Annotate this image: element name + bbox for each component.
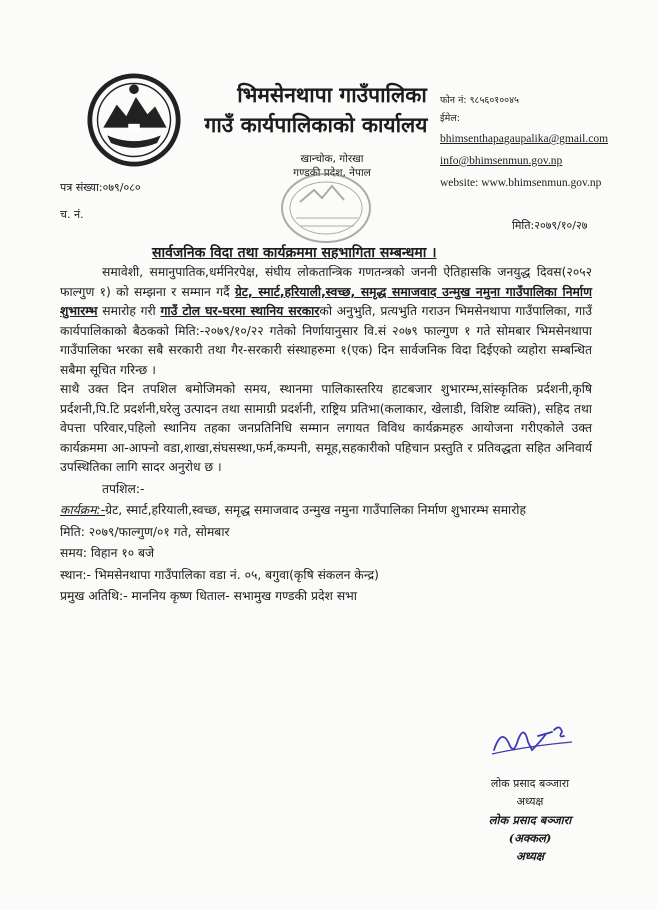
letter-date: मिति:२०७९/१०/२७ xyxy=(512,219,588,232)
website-text: website: www.bhimsenmun.gov.np xyxy=(440,177,602,189)
office-name-line1: भिमसेनथापा गाउँपालिका xyxy=(237,83,427,107)
body-paragraph-1 xyxy=(60,263,592,380)
p1-text-c: को अनुभुति, प्रत्यभुति गराउन भिमसेनथापा गाउँपालिका, गाउँ कार्यपालिकाको बैठकको मिति:-२०७९/१०/२२ गतेको निर्णायानुसार वि.सं २०७९ फाल्गुण १ गते सोमबार भिमसेनथापा गाउँपालिका भरका सबै सरकारी तथा गैर-सरकारी संस्थाहरुमा १(एक) दिन सार्वजनिक विदा दिईएको व्यहोरा सम्बन्धित सबैमा सूचित गरिन्छ । xyxy=(60,304,592,377)
chief-guest: प्रमुख अतिथि:- माननिय कृष्ण धिताल- सभामुख गण्डकी प्रदेश सभा xyxy=(60,589,357,603)
dispatch-number: च. नं. xyxy=(60,208,84,221)
program-line xyxy=(60,501,592,521)
office-name xyxy=(204,80,452,140)
email-label: ईमेल: xyxy=(440,113,460,124)
signatory-title: अध्यक्ष xyxy=(516,795,544,808)
phone-number: फोन नं: ९८५६०१००४५ xyxy=(440,95,519,106)
contact-block xyxy=(440,92,655,194)
municipality-emblem-logo xyxy=(86,72,182,168)
p1-text-a: समावेशी, समानुपातिक,धर्मनिरपेक्ष, संघीय लोकतान्त्रिक गणतन्त्रको जननी ऐतिहासकि जनयुद्ध दिवस(२०५२ फाल्गुण १) को सम्झना र सम्मान गर्दै xyxy=(60,265,592,299)
details-heading: तपशिल:- xyxy=(102,481,145,496)
letter-number: पत्र संख्या:०७९/०८० xyxy=(60,181,141,194)
program-label: कार्यक्रम:- xyxy=(60,503,106,517)
p1-highlight-slogan: गाउँ टोल घर-घरमा स्थानिय सरकार xyxy=(160,304,320,318)
address-line2: गण्डकी प्रदेश, नेपाल xyxy=(293,167,371,179)
email-link-official[interactable]: info@bhimsenmun.gov.np xyxy=(440,155,563,167)
p1-highlight-program: ग्रेट, स्मार्ट,हरियाली,स्वच्छ, समृद्ध समाजवाद उन्मुख नमुना गाउँपालिका निर्माण शुभारम्भ xyxy=(60,284,592,318)
signatory-block xyxy=(470,775,590,865)
program-venue: स्थान:- भिमसेनथापा गाउँपालिका वडा नं. ०५, बगुवा(कृषि संकलन केन्द्र) xyxy=(60,567,379,582)
office-name-line2: गाउँ कार्यपालिकाको कार्यालय xyxy=(204,113,428,137)
email-link-gmail[interactable]: bhimsenthapagaupalika@gmail.com xyxy=(440,133,609,145)
letter-subject: सार्वजनिक विदा तथा कार्यक्रममा सहभागिता सम्बन्धमा । xyxy=(152,245,437,261)
signatory-stamp-title: अध्यक्ष xyxy=(515,849,545,863)
signatory-stamp-name: लोक प्रसाद बञ्जारा (अक्कल) xyxy=(488,813,572,845)
program-text: ग्रेट, स्मार्ट,हरियाली,स्वच्छ, समृद्ध समाजवाद उन्मुख नमुना गाउँपालिका निर्माण शुभारम्भ समारोह xyxy=(105,503,526,517)
p1-text-b: समारोह गरी xyxy=(97,304,161,318)
signatory-name: लोक प्रसाद बञ्जारा xyxy=(490,777,570,790)
program-date: मिति: २०७९/फाल्गुण/०१ गते, सोमबार xyxy=(60,524,230,539)
address-line1: खान्चोक, गोरखा xyxy=(300,153,364,165)
program-time: समय: विहान १० बजे xyxy=(60,546,155,560)
handwritten-signature-icon xyxy=(488,720,578,760)
body-paragraph-2: साथै उक्त दिन तपशिल बमोजिमको समय, स्थानमा पालिकास्तरिय हाटबजार शुभारम्भ,सांस्कृतिक प्रर्दशनी,कृषि प्रर्दशनी,पि.टि प्रदर्शनी,घरेलु उत्पादन तथा सामाग्री प्रदर्शनी, राष्ट्रिय प्रतिभा(कलाकार, खेलाडी, विशिष्ट व्यक्ति), सहिद तथा वेपत्ता परिवार,पहिलो स्थानिय तहका जनप्रतिनिधि सम्मान लगायत विविध कार्यक्रमहरु आयोजना गरीएकोले उक्त कार्यक्रममा आ-आफ्नो वडा,शाखा,संघसस्था,फर्म,कम्पनी, समूह,सहकारीको पहिचान प्रस्तुति र प्रतिवद्धता सहित अनिवार्य उपस्थितिका लागि सादर अनुरोध छ । xyxy=(60,382,592,474)
letter-body xyxy=(60,263,592,607)
